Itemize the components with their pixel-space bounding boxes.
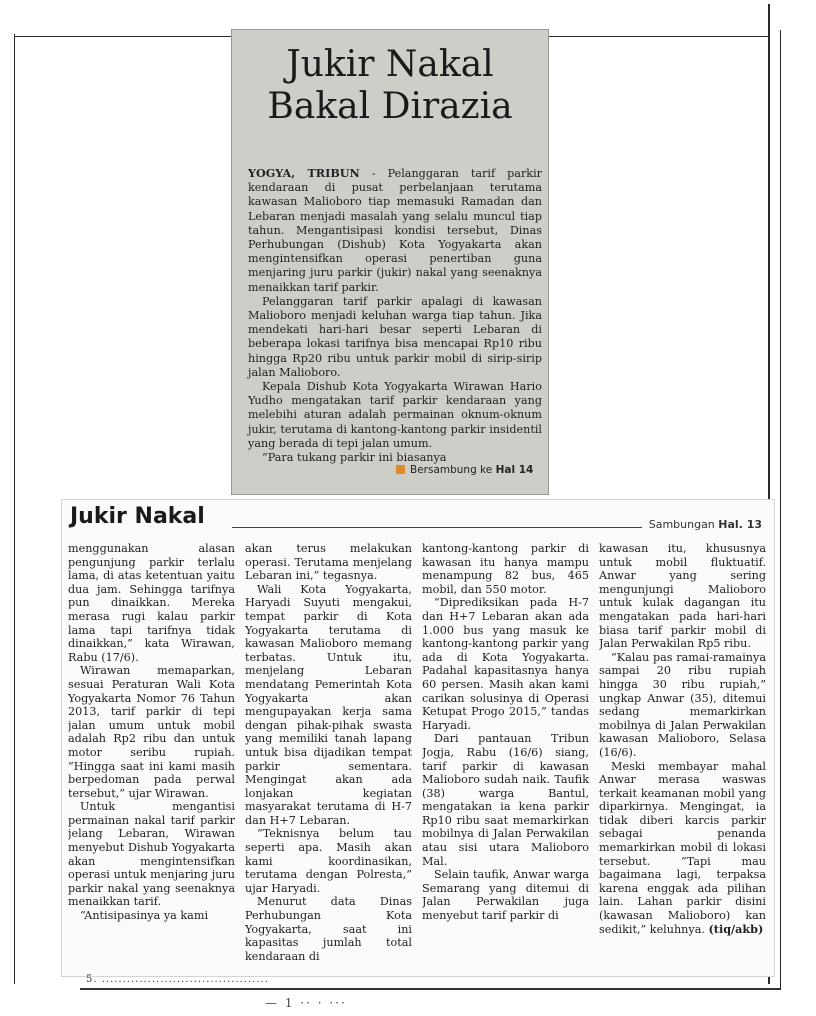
column-paragraph: kantong-kantong parkir di kawasan itu hanya mampu menampung 82 bus, 465 mobil, dan 550 motor. [422,542,589,596]
top-article-paragraph: “Para tukang parkir ini biasanya [262,451,447,465]
column-paragraph: “Kalau pas ramai-ramainya sampai 20 ribu rupiah hingga 30 ribu rupiah,” ungkap Anwar (35), ditemui sedang memarkirkan mobilnya di Jalan Perwakilan kawasan Malioboro, Selasa (16/6). [599,650,766,759]
column-paragraph: menggunakan alasan pengunjung parkir terlalu lama, di atas ketentuan yaitu dua jam. Sehingga tarifnya pun dinaikkan. Mereka merasa rugi kalau parkir lama tapi tarifnya tidak dinaikkan,” kata Wirawan, Rabu (17/6). [68,542,235,664]
article-column-3 [422,542,589,966]
article-column-4 [599,542,766,966]
title-rule [232,527,642,528]
column-paragraph: Untuk mengantisi permainan nakal tarif parkir jelang Lebaran, Wirawan menyebut Dishub Yogyakarta akan mengintensifkan operasi untuk menjaring juru parkir nakal yang seenaknya menaikkan tarif. [68,800,235,909]
frame-line-left [14,34,15,984]
frame-line-top [14,36,232,37]
bottom-article-title: Jukir Nakal [70,504,205,529]
continued-note [396,464,533,476]
column-paragraph: Menurut data Dinas Perhubungan Kota Yogyakarta, saat ini kapasitas jumlah total kendaraan di [245,895,412,963]
orange-square-icon [396,465,405,474]
article-columns [68,542,768,966]
continued-label: Bersambung ke [410,464,493,476]
dateline: YOGYA, TRIBUN [248,166,360,180]
top-article-paragraph: Kepala Dishub Kota Yogyakarta Wirawan Hario Yudho mengatakan tarif parkir kendaraan yang melebihi aturan adalah permainan oknum-oknum jukir, terutama di kantong-kantong parkir insidentil yang berada di tepi jalan umum. [248,380,542,450]
top-article-paragraph: YOGYA, TRIBUN - Pelanggaran tarif parkir kendaraan di pusat perbelanjaan terutama kawasan Malioboro tiap memasuki Ramadan dan Lebaran menjadi masalah yang selalu muncul tiap tahun. Mengantisipasi kondisi tersebut, Dinas Perhubungan (Dishub) Kota Yogyakarta akan mengintensifkan operasi penertiban guna menjaring juru parkir (jukir) nakal yang seenaknya menaikkan tarif parkir. [248,166,543,294]
column-paragraph: Dari pantauan Tribun Jogja, Rabu (16/6) siang, tarif parkir di kawasan Malioboro sudah naik. Taufik (38) warga Bantul, mengatakan ia kena parkir Rp10 ribu saat memarkirkan mobilnya di Jalan Perwakilan atau sisi utara Malioboro Mal. [422,732,589,868]
column-paragraph: akan terus melakukan operasi. Terutama menjelang Lebaran ini,” tegasnya. [245,542,412,583]
column-paragraph: “Diprediksikan pada H-7 dan H+7 Lebaran akan ada 1.000 bus yang masuk ke kantong-kantong parkir yang ada di Kota Yogyakarta. Padahal kapasitasnya hanya 60 persen. Masih akan kami carikan solusinya di Operasi Ketupat Progo 2015,” tandas Haryadi. [422,596,589,732]
headline-line-2: Bakal Dirazia [267,86,513,127]
author-signature: (tiq/akb) [708,921,764,936]
article-column-2 [245,542,412,966]
frame-line-far-right [780,30,781,990]
headline-line-1: Jukir Nakal [286,44,494,85]
top-article-headline [242,44,538,128]
column-paragraph: Wirawan memaparkan, sesuai Peraturan Wali Kota Yogyakarta Nomor 76 Tahun 2013, tarif parkir di tepi jalan umum untuk mobil adalah Rp2 ribu dan untuk motor seribu rupiah. “Hingga saat ini kami masih berpedoman pada perwal tersebut,” ujar Wirawan. [68,664,235,800]
page-footnote: 5. ........................................ [86,974,269,985]
top-article-paragraph: Pelanggaran tarif parkir apalagi di kawasan Malioboro menjadi keluhan warga tiap tahun. Jika mendekati hari-hari besar seperti Lebaran di beberapa lokasi tarifnya bisa mencapai Rp10 ribu hingga Rp20 ribu untuk parkir mobil di sirip-sirip jalan Malioboro. [248,294,542,379]
column-paragraph: “Antisipasinya ya kami [80,909,209,923]
bottom-article-clipping [62,500,774,985]
column-paragraph: Selain taufik, Anwar warga Semarang yang ditemui di Jalan Perwakilan juga menyebut tarif parkir di [422,868,589,923]
sambungan-page: Hal. 13 [718,518,762,531]
column-paragraph: “Teknisnya belum tau seperti apa. Masih akan kami koordinasikan, terutama dengan Polresta,” ujar Haryadi. [245,827,412,895]
article-column-1 [68,542,235,966]
top-article-clipping [232,30,548,494]
column-paragraph: Wali Kota Yogyakarta, Haryadi Suyuti mengakui, tempat parkir di Kota Yogyakarta terutama di kawasan Malioboro memang terbatas. Untuk itu, menjelang Lebaran mendatang Pemerintah Kota Yogyakarta akan mengupayakan kerja sama dengan pihak-pihak swasta yang memiliki tanah lapang untuk bisa dijadikan tempat parkir sementara. Mengingat akan ada lonjakan kegiatan masyarakat terutama di H-7 dan H+7 Lebaran. [245,582,412,827]
sambungan-label: Sambungan [648,518,715,531]
top-article-body [248,166,542,465]
sambungan-note [649,518,762,531]
page-edge-smudge: — 1 ·· · ··· [265,996,347,1010]
frame-line-top-right [548,36,770,37]
continued-page: Hal 14 [495,464,534,476]
column-paragraph: Meski membayar mahal Anwar merasa waswas terkait keamanan mobil yang diparkirnya. Mengingat, ia tidak diberi karcis parkir sebagai penanda memarkirkan mobil di lokasi tersebut. “Tapi mau bagaimana lagi, terpaksa karena enggak ada pilihan lain. Lahan parkir disini (kawasan Malioboro) kan sedikit,” keluhnya. (tiq/akb) [599,759,766,936]
bottom-frame-line [80,988,780,990]
column-paragraph: kawasan itu, khususnya untuk mobil fluktuatif. Anwar yang sering mengunjungi Malioboro untuk kulak dagangan itu mengatakan pada hari-hari biasa tarif parkir mobil di Jalan Perwakilan Rp5 ribu. [599,542,766,651]
